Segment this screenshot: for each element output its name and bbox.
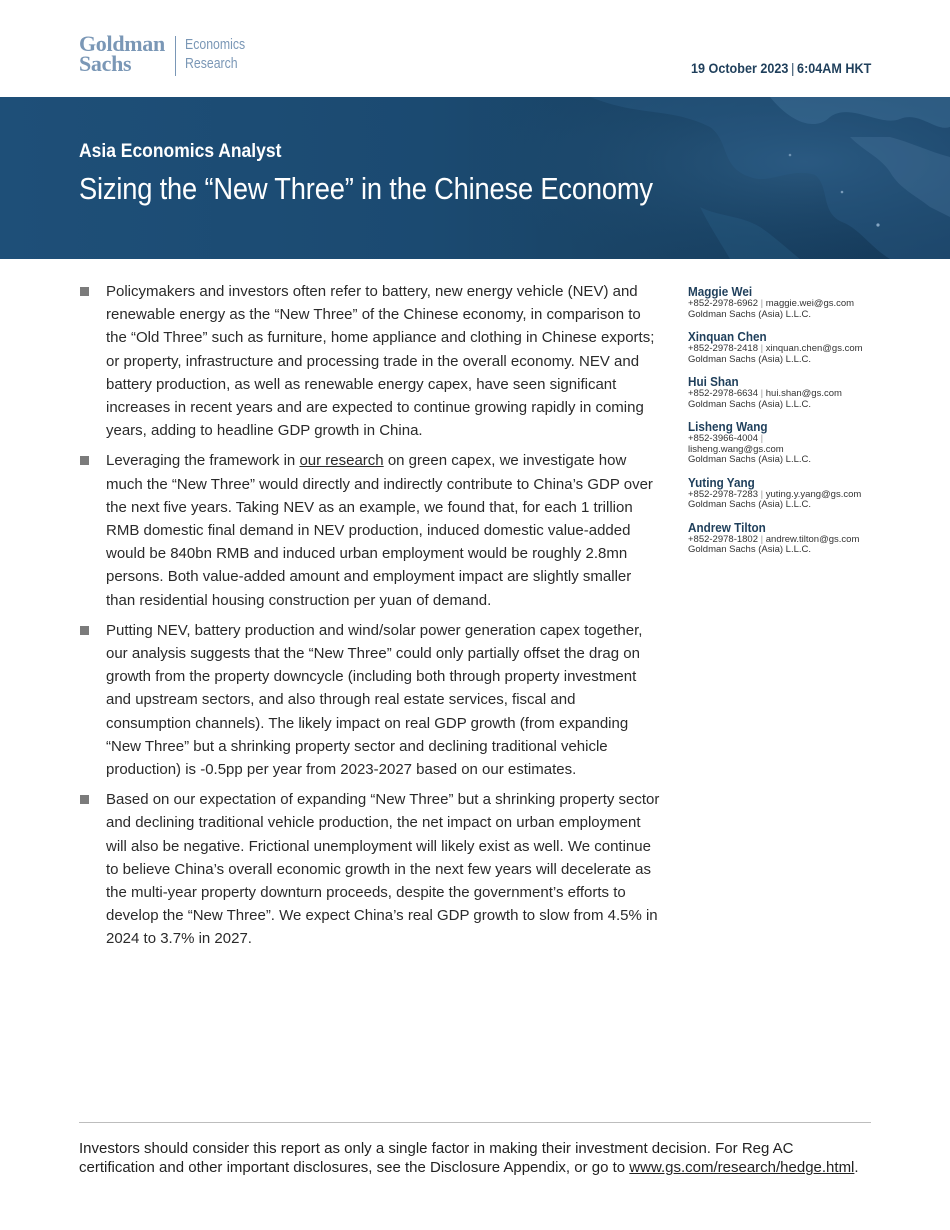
author-email[interactable]: lisheng.wang@gs.com xyxy=(688,443,784,455)
author-email[interactable]: andrew.tilton@gs.com xyxy=(765,533,860,545)
author-entry: Xinquan Chen +852-2978-2418 | xinquan.chen@gs.com Goldman Sachs (Asia) L.L.C. xyxy=(688,330,888,365)
author-name: Yuting Yang xyxy=(688,474,755,490)
author-phone: +852-2978-2418 xyxy=(688,343,758,354)
bullet-square-icon xyxy=(80,626,89,635)
report-time: 6:04AM HKT xyxy=(796,60,871,76)
author-entry: Maggie Wei +852-2978-6962 | maggie.wei@gs.com Goldman Sachs (Asia) L.L.C. xyxy=(688,285,888,320)
author-name: Andrew Tilton xyxy=(688,519,766,535)
author-name: Xinquan Chen xyxy=(688,329,767,344)
author-name: Hui Shan xyxy=(688,374,739,389)
author-phone: +852-2978-1802 xyxy=(688,533,758,545)
author-entry: Andrew Tilton +852-2978-1802 | andrew.tilton@gs.com Goldman Sachs (Asia) L.L.C. xyxy=(688,521,888,556)
title-banner xyxy=(0,97,950,259)
logo-wordmark: Goldman Sachs xyxy=(79,31,165,76)
author-firm: Goldman Sachs (Asia) L.L.C. xyxy=(688,499,812,510)
summary-bullet: Leveraging the framework in our research on green capex, we investigate how much the “New Three” would directly and indirectly contribute to China’s GDP over the next five years. Taking NEV as an example, we found that, for each 1 trillion RMB domestic final demand in NEV production, induced domestic value-added would be 840bn RMB and induced urban employment would be roughly 2.8mn persons. Both value-added amount and employment impact are slightly smaller than residential housing construction per yuan of demand. xyxy=(79,449,664,611)
summary-bullets xyxy=(79,280,664,958)
author-firm: Goldman Sachs (Asia) L.L.C. xyxy=(688,308,812,320)
our-research-link[interactable]: our research xyxy=(299,452,384,470)
bullet-square-icon xyxy=(80,795,89,804)
author-phone: +852-2978-6962 xyxy=(688,298,758,309)
logo-division: Economics Research xyxy=(184,36,246,72)
author-name: Maggie Wei xyxy=(688,284,753,299)
logo-divider xyxy=(175,36,176,76)
author-email[interactable]: maggie.wei@gs.com xyxy=(765,298,855,309)
author-phone: +852-2978-7283 xyxy=(688,488,758,500)
dateline-separator: | xyxy=(790,60,795,76)
report-dateline xyxy=(691,60,871,76)
author-email[interactable]: xinquan.chen@gs.com xyxy=(765,343,863,354)
author-entry: Hui Shan +852-2978-6634 | hui.shan@gs.com Goldman Sachs (Asia) L.L.C. xyxy=(688,375,888,410)
summary-bullet: Policymakers and investors often refer to battery, new energy vehicle (NEV) and renewable energy as the “New Three” of the Chinese economy, in comparison to the “Old Three” such as furniture, home appliance and clothing in Chinese exports; or property, infrastructure and processing trade in the overall economy. NEV and battery production, as well as renewable energy capex, have seen significant increases in recent years and are expected to continue growing rapidly in coming years, adding to headline GDP growth in China. xyxy=(79,280,664,442)
report-date: 19 October 2023 xyxy=(690,60,789,76)
publication-series: Asia Economics Analyst xyxy=(79,141,282,162)
disclosure-footer: Investors should consider this report as only a single factor in making their investment decision. For Reg AC certification and other important disclosures, see the Disclosure Appendix, or go to www.gs.com/research/hedge.html. xyxy=(79,1140,859,1176)
summary-bullet: Putting NEV, battery production and wind/solar power generation capex together, our analysis suggests that the “New Three” could only partially offset the drag on growth from the property downcycle (including both through property investment and upstream sectors, and also through real estate services, fiscal and consumption channels). The likely impact on real GDP growth (from expanding “New Three” but a shrinking property sector and declining traditional vehicle production) is -0.5pp per year from 2023-2027 based on our estimates. xyxy=(79,619,664,781)
author-firm: Goldman Sachs (Asia) L.L.C. xyxy=(688,398,812,410)
bullet-square-icon xyxy=(80,456,89,465)
author-list xyxy=(688,285,888,566)
author-phone: +852-3966-4004 xyxy=(688,433,758,444)
goldman-sachs-logo xyxy=(79,31,258,78)
author-email[interactable]: yuting.y.yang@gs.com xyxy=(765,488,862,500)
report-title: Sizing the “New Three” in the Chinese Economy xyxy=(79,171,653,206)
summary-bullet: Based on our expectation of expanding “New Three” but a shrinking property sector and declining traditional vehicle production, the net impact on urban employment will also be negative. Frictional unemployment will likely exist as well. We continue to believe China’s overall economic growth in the next few years will decelerate as the multi-year property downturn proceeds, despite the government’s efforts to develop the “New Three”. We expect China’s real GDP growth to slow from 4.5% in 2024 to 3.7% in 2027. xyxy=(79,788,664,950)
author-email[interactable]: hui.shan@gs.com xyxy=(765,388,842,399)
author-firm: Goldman Sachs (Asia) L.L.C. xyxy=(688,454,812,465)
author-entry: Lisheng Wang +852-3966-4004 | lisheng.wang@gs.com Goldman Sachs (Asia) L.L.C. xyxy=(688,420,888,466)
author-phone: +852-2978-6634 xyxy=(688,388,758,399)
disclosure-link[interactable]: www.gs.com/research/hedge.html xyxy=(629,1159,855,1176)
footer-divider xyxy=(79,1122,871,1123)
author-name: Lisheng Wang xyxy=(688,419,768,434)
author-entry: Yuting Yang +852-2978-7283 | yuting.y.yang@gs.com Goldman Sachs (Asia) L.L.C. xyxy=(688,476,888,511)
author-firm: Goldman Sachs (Asia) L.L.C. xyxy=(688,544,812,555)
author-firm: Goldman Sachs (Asia) L.L.C. xyxy=(688,353,812,365)
bullet-square-icon xyxy=(80,287,89,296)
